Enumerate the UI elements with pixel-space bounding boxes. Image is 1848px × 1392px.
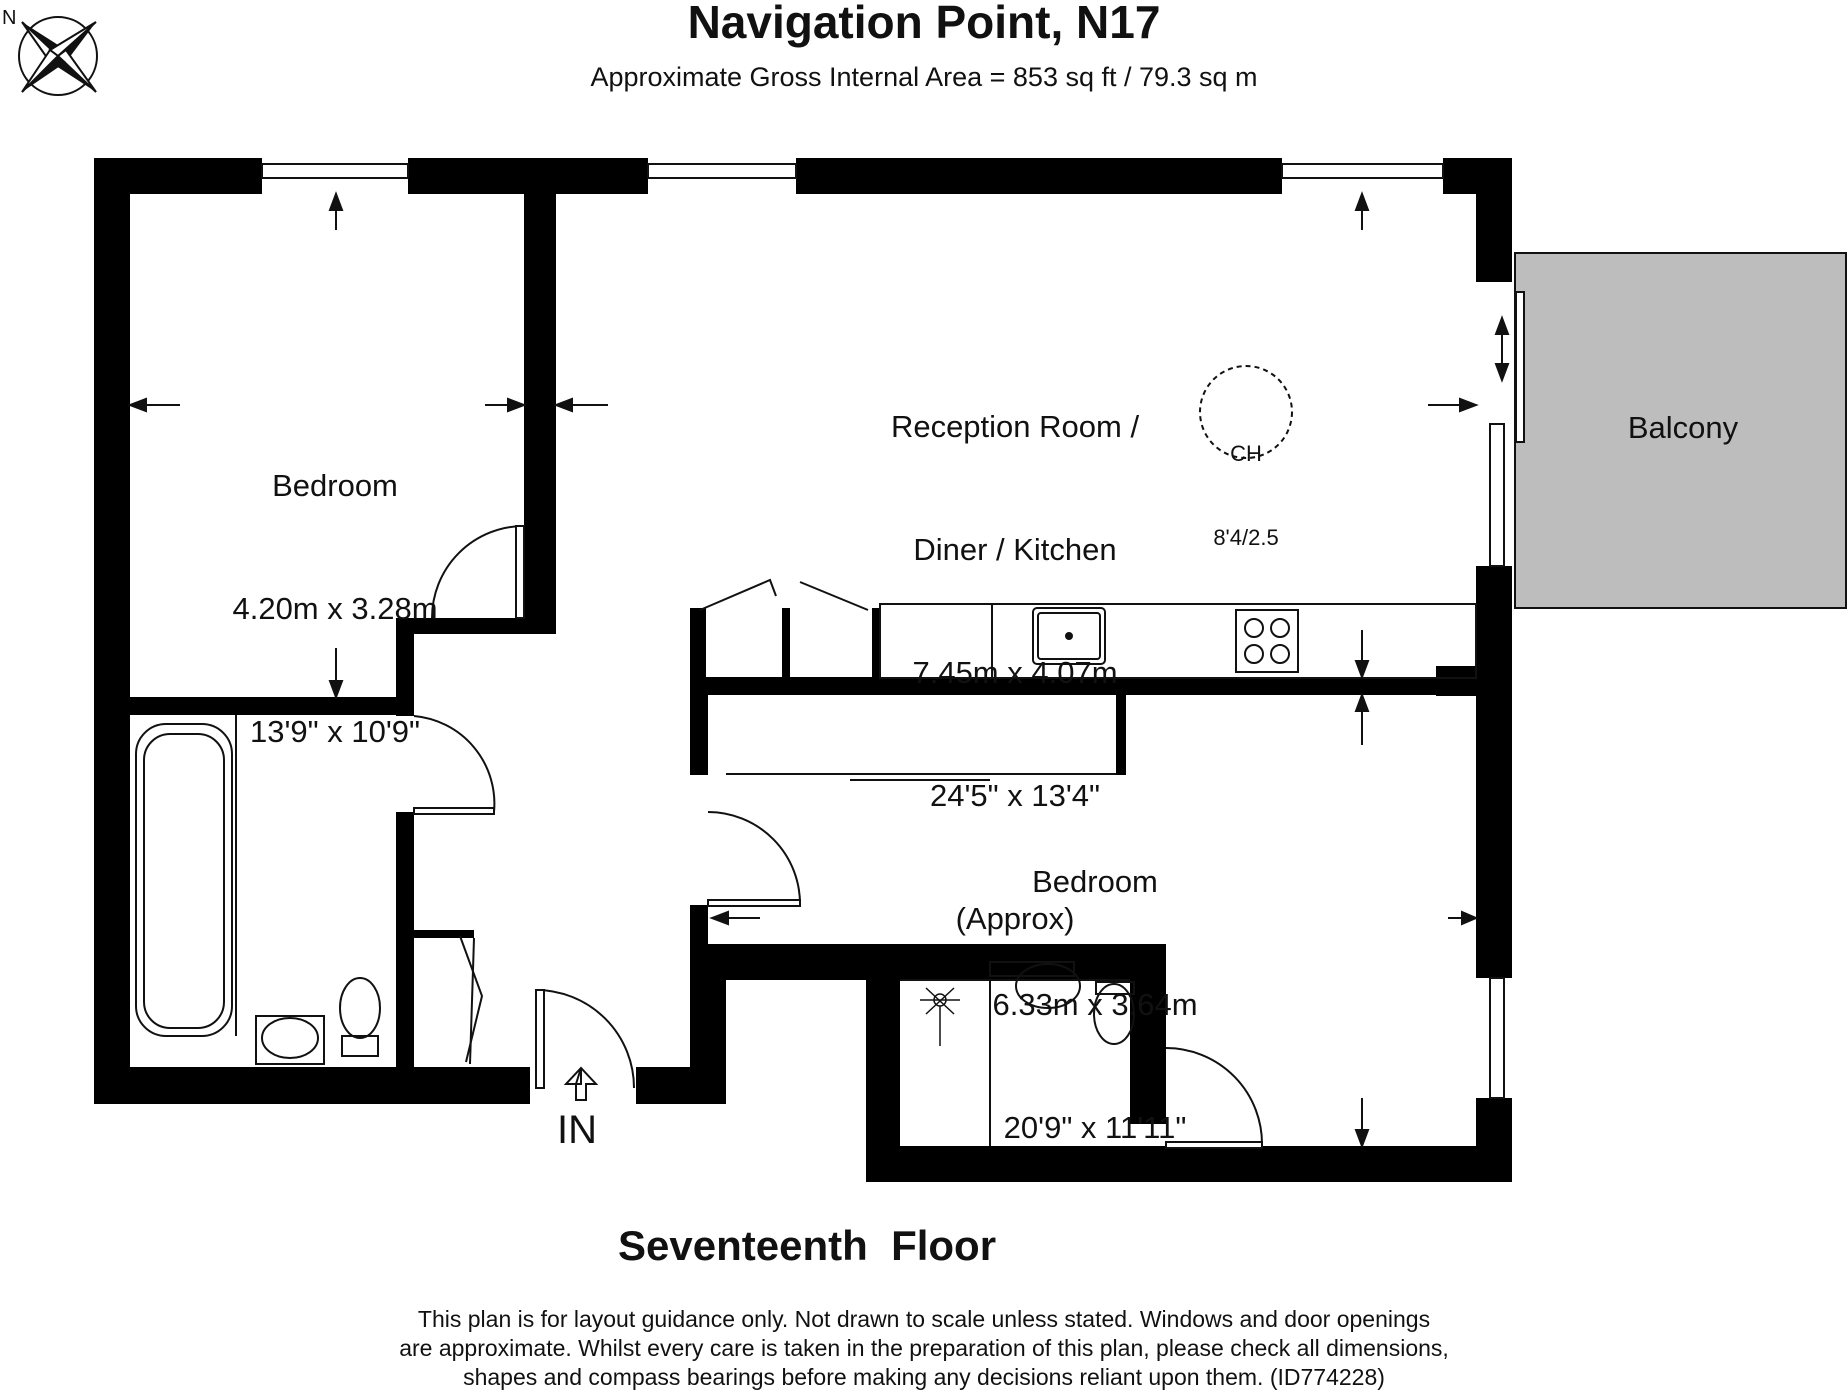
bedroom2-imperial: 20'9" x 11'11" <box>1003 1110 1187 1145</box>
reception-note: (Approx) <box>955 901 1075 936</box>
bedroom2-metric: 6.33m x 3.64m <box>992 987 1198 1022</box>
disclaimer-line2: are approximate. Whilst every care is taken in the preparation of this plan, please check all dimensions, <box>399 1335 1449 1361</box>
reception-name-line2: Diner / Kitchen <box>913 532 1117 567</box>
compass-north-label: N <box>2 7 17 29</box>
reception-imperial: 24'5" x 13'4" <box>929 778 1100 813</box>
plan-title: Navigation Point, N17 <box>687 0 1161 48</box>
reception-name-line1: Reception Room / <box>890 409 1140 444</box>
ceiling-height-label <box>1196 384 1296 580</box>
disclaimer-line1: This plan is for layout guidance only. Not drawn to scale unless stated. Windows and door openings <box>417 1306 1431 1332</box>
floor-label: Seventeenth Floor <box>618 1222 997 1269</box>
gross-area-text: Approximate Gross Internal Area = 853 sq ft / 79.3 sq m <box>590 62 1258 92</box>
entrance-arrow-icon <box>566 1068 596 1100</box>
disclaimer-line3: shapes and compass bearings before making any decisions reliant upon them. (ID774228) <box>463 1364 1385 1390</box>
disclaimer-text <box>0 1305 1848 1392</box>
ceiling-height-title: CH <box>1230 441 1262 466</box>
bedroom1-imperial: 13'9" x 10'9" <box>249 714 420 749</box>
bedroom2-label <box>945 779 1245 1189</box>
reception-metric: 7.45m x 4.07m <box>912 655 1118 690</box>
balcony-label: Balcony <box>1627 410 1739 445</box>
bedroom2-name: Bedroom <box>1032 864 1158 899</box>
ceiling-height-value: 8'4/2.5 <box>1213 525 1279 550</box>
bedroom1-metric: 4.20m x 3.28m <box>232 591 438 626</box>
bedroom1-label <box>195 383 475 793</box>
entrance-label: IN <box>557 1108 597 1152</box>
bedroom1-name: Bedroom <box>272 468 398 503</box>
